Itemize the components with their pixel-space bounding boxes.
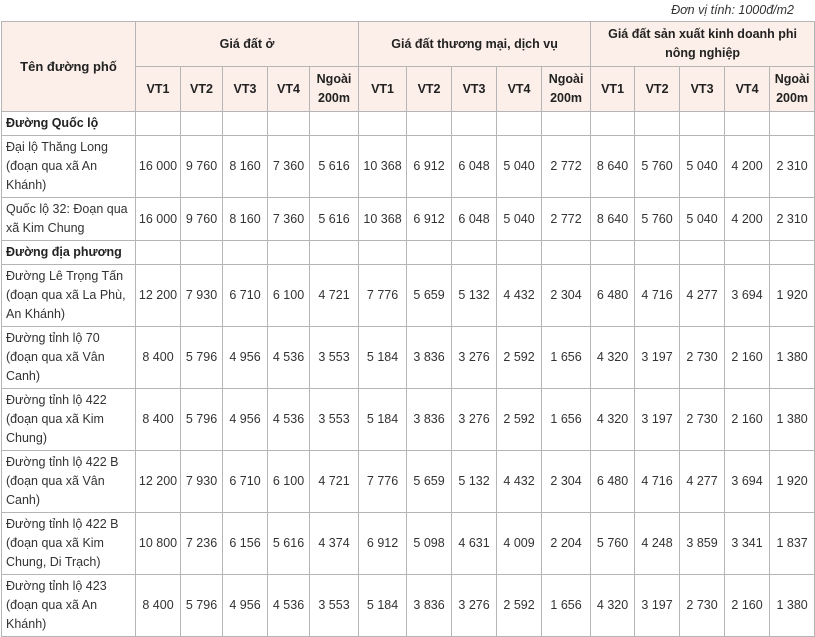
price-cell: 8 400 [136, 389, 181, 451]
price-cell: 5 760 [591, 513, 635, 575]
price-cell: 3 197 [635, 327, 680, 389]
price-cell: 8 640 [591, 136, 635, 198]
group-header-row [2, 22, 815, 67]
street-name-cell: Đường tỉnh lộ 423 (đoạn qua xã An Khánh) [2, 575, 136, 637]
col-header: VT3 [680, 67, 725, 112]
empty-cell [452, 241, 497, 265]
empty-cell [497, 112, 542, 136]
price-cell: 6 912 [407, 198, 452, 241]
price-cell: 2 304 [542, 451, 591, 513]
price-cell: 3 197 [635, 389, 680, 451]
price-cell: 5 796 [181, 575, 223, 637]
price-cell: 3 859 [680, 513, 725, 575]
price-cell: 4 277 [680, 265, 725, 327]
price-cell: 5 616 [268, 513, 310, 575]
price-cell: 3 694 [725, 265, 770, 327]
land-price-table [1, 21, 815, 637]
price-cell: 4 956 [223, 389, 268, 451]
price-cell: 5 659 [407, 265, 452, 327]
table-row [2, 327, 815, 389]
price-cell: 2 204 [542, 513, 591, 575]
price-cell: 4 721 [310, 265, 359, 327]
street-name-cell: Đường tỉnh lộ 422 B (đoạn qua xã Kim Chung, Di Trạch) [2, 513, 136, 575]
price-cell: 2 730 [680, 575, 725, 637]
price-cell: 7 236 [181, 513, 223, 575]
col-header: VT2 [635, 67, 680, 112]
price-cell: 2 730 [680, 327, 725, 389]
empty-cell [497, 241, 542, 265]
price-cell: 12 200 [136, 265, 181, 327]
price-cell: 1 656 [542, 575, 591, 637]
price-cell: 3 836 [407, 327, 452, 389]
col-header: VT3 [452, 67, 497, 112]
price-cell: 16 000 [136, 198, 181, 241]
price-cell: 5 796 [181, 327, 223, 389]
price-cell: 4 536 [268, 389, 310, 451]
group-header-nonagricultural: Giá đất sản xuất kinh doanh phi nông nghiệp [591, 22, 815, 67]
price-cell: 3 276 [452, 575, 497, 637]
empty-cell [725, 241, 770, 265]
col-header: VT4 [725, 67, 770, 112]
price-cell: 5 760 [635, 136, 680, 198]
street-name-cell: Đường tỉnh lộ 422 B (đoạn qua xã Vân Canh) [2, 451, 136, 513]
empty-cell [407, 112, 452, 136]
price-cell: 7 776 [359, 451, 407, 513]
price-cell: 7 360 [268, 136, 310, 198]
price-cell: 8 400 [136, 575, 181, 637]
empty-cell [635, 112, 680, 136]
table-row [2, 389, 815, 451]
price-cell: 3 197 [635, 575, 680, 637]
price-cell: 1 380 [770, 389, 815, 451]
price-cell: 3 553 [310, 575, 359, 637]
empty-cell [268, 241, 310, 265]
table-body [2, 112, 815, 637]
empty-cell [181, 112, 223, 136]
table-row [2, 451, 815, 513]
price-cell: 7 776 [359, 265, 407, 327]
empty-cell [268, 112, 310, 136]
empty-cell [542, 241, 591, 265]
price-cell: 6 480 [591, 265, 635, 327]
price-cell: 4 277 [680, 451, 725, 513]
price-cell: 4 716 [635, 265, 680, 327]
price-cell: 4 721 [310, 451, 359, 513]
table-row [2, 136, 815, 198]
price-cell: 7 930 [181, 265, 223, 327]
empty-cell [223, 112, 268, 136]
price-cell: 10 368 [359, 198, 407, 241]
col-header: VT4 [497, 67, 542, 112]
price-cell: 4 248 [635, 513, 680, 575]
price-cell: 6 912 [359, 513, 407, 575]
street-name-cell: Đại lộ Thăng Long (đoạn qua xã An Khánh) [2, 136, 136, 198]
table-row [2, 198, 815, 241]
price-cell: 2 160 [725, 327, 770, 389]
col-header: VT3 [223, 67, 268, 112]
empty-cell [223, 241, 268, 265]
price-cell: 5 796 [181, 389, 223, 451]
price-cell: 3 276 [452, 327, 497, 389]
col-header: VT4 [268, 67, 310, 112]
empty-cell [725, 112, 770, 136]
price-cell: 4 200 [725, 136, 770, 198]
price-cell: 2 160 [725, 575, 770, 637]
price-cell: 3 276 [452, 389, 497, 451]
price-cell: 6 100 [268, 451, 310, 513]
price-cell: 2 772 [542, 136, 591, 198]
price-cell: 5 184 [359, 389, 407, 451]
price-cell: 5 040 [497, 136, 542, 198]
price-cell: 6 156 [223, 513, 268, 575]
empty-cell [680, 241, 725, 265]
section-row [2, 241, 815, 265]
price-cell: 4 631 [452, 513, 497, 575]
table-row [2, 575, 815, 637]
empty-cell [635, 241, 680, 265]
price-cell: 10 800 [136, 513, 181, 575]
price-cell: 5 616 [310, 136, 359, 198]
price-cell: 4 432 [497, 265, 542, 327]
price-cell: 6 912 [407, 136, 452, 198]
section-title: Đường địa phương [2, 241, 136, 265]
price-cell: 6 100 [268, 265, 310, 327]
group-header-residential: Giá đất ở [136, 22, 359, 67]
col-header: VT2 [407, 67, 452, 112]
price-cell: 8 400 [136, 327, 181, 389]
price-cell: 3 836 [407, 575, 452, 637]
price-cell: 3 553 [310, 327, 359, 389]
price-cell: 12 200 [136, 451, 181, 513]
price-cell: 5 616 [310, 198, 359, 241]
empty-cell [542, 112, 591, 136]
col-header: Ngoài 200m [770, 67, 815, 112]
price-cell: 4 320 [591, 575, 635, 637]
empty-cell [359, 112, 407, 136]
col-header: VT1 [359, 67, 407, 112]
price-cell: 2 160 [725, 389, 770, 451]
price-cell: 1 656 [542, 389, 591, 451]
price-cell: 5 040 [680, 136, 725, 198]
street-name-cell: Quốc lộ 32: Đoạn qua xã Kim Chung [2, 198, 136, 241]
price-cell: 9 760 [181, 198, 223, 241]
price-cell: 2 592 [497, 575, 542, 637]
price-cell: 4 716 [635, 451, 680, 513]
price-cell: 2 772 [542, 198, 591, 241]
col-header: VT2 [181, 67, 223, 112]
price-cell: 7 930 [181, 451, 223, 513]
price-cell: 6 048 [452, 136, 497, 198]
group-header-commercial: Giá đất thương mại, dịch vụ [359, 22, 591, 67]
empty-cell [680, 112, 725, 136]
price-cell: 8 640 [591, 198, 635, 241]
col-header: Ngoài 200m [310, 67, 359, 112]
price-cell: 6 048 [452, 198, 497, 241]
price-cell: 5 040 [680, 198, 725, 241]
price-cell: 10 368 [359, 136, 407, 198]
price-cell: 5 040 [497, 198, 542, 241]
col-header: Ngoài 200m [542, 67, 591, 112]
price-cell: 6 710 [223, 265, 268, 327]
price-cell: 4 200 [725, 198, 770, 241]
price-cell: 6 710 [223, 451, 268, 513]
empty-cell [770, 241, 815, 265]
price-cell: 2 592 [497, 389, 542, 451]
empty-cell [310, 112, 359, 136]
table-header [2, 22, 815, 112]
price-cell: 1 920 [770, 451, 815, 513]
price-cell: 2 730 [680, 389, 725, 451]
price-cell: 1 380 [770, 575, 815, 637]
empty-cell [591, 241, 635, 265]
price-cell: 1 656 [542, 327, 591, 389]
price-cell: 5 132 [452, 451, 497, 513]
price-cell: 2 304 [542, 265, 591, 327]
street-name-cell: Đường tỉnh lộ 422 (đoạn qua xã Kim Chung) [2, 389, 136, 451]
price-cell: 3 341 [725, 513, 770, 575]
empty-cell [407, 241, 452, 265]
table-row [2, 265, 815, 327]
section-title: Đường Quốc lộ [2, 112, 136, 136]
price-cell: 1 920 [770, 265, 815, 327]
price-cell: 1 837 [770, 513, 815, 575]
street-name-header: Tên đường phố [2, 22, 136, 112]
price-cell: 4 956 [223, 327, 268, 389]
price-cell: 8 160 [223, 136, 268, 198]
price-cell: 6 480 [591, 451, 635, 513]
table-row [2, 513, 815, 575]
empty-cell [359, 241, 407, 265]
col-header: VT1 [591, 67, 635, 112]
street-name-cell: Đường Lê Trọng Tấn (đoạn qua xã La Phù, An Khánh) [2, 265, 136, 327]
price-cell: 16 000 [136, 136, 181, 198]
price-cell: 5 184 [359, 327, 407, 389]
empty-cell [181, 241, 223, 265]
unit-note: Đơn vị tính: 1000đ/m2 [671, 3, 794, 17]
price-cell: 5 132 [452, 265, 497, 327]
empty-cell [310, 241, 359, 265]
empty-cell [452, 112, 497, 136]
price-cell: 5 760 [635, 198, 680, 241]
price-cell: 1 380 [770, 327, 815, 389]
section-row [2, 112, 815, 136]
price-cell: 5 659 [407, 451, 452, 513]
price-cell: 9 760 [181, 136, 223, 198]
price-cell: 3 694 [725, 451, 770, 513]
price-cell: 8 160 [223, 198, 268, 241]
price-cell: 7 360 [268, 198, 310, 241]
empty-cell [136, 112, 181, 136]
price-cell: 4 320 [591, 327, 635, 389]
price-cell: 4 009 [497, 513, 542, 575]
price-cell: 3 553 [310, 389, 359, 451]
price-cell: 4 432 [497, 451, 542, 513]
price-cell: 5 098 [407, 513, 452, 575]
price-cell: 4 320 [591, 389, 635, 451]
street-name-cell: Đường tỉnh lộ 70 (đoạn qua xã Vân Canh) [2, 327, 136, 389]
empty-cell [136, 241, 181, 265]
price-cell: 2 310 [770, 198, 815, 241]
price-cell: 4 536 [268, 327, 310, 389]
empty-cell [770, 112, 815, 136]
empty-cell [591, 112, 635, 136]
price-cell: 3 836 [407, 389, 452, 451]
price-cell: 4 536 [268, 575, 310, 637]
price-cell: 2 592 [497, 327, 542, 389]
price-cell: 4 956 [223, 575, 268, 637]
price-cell: 4 374 [310, 513, 359, 575]
price-cell: 2 310 [770, 136, 815, 198]
col-header: VT1 [136, 67, 181, 112]
price-cell: 5 184 [359, 575, 407, 637]
